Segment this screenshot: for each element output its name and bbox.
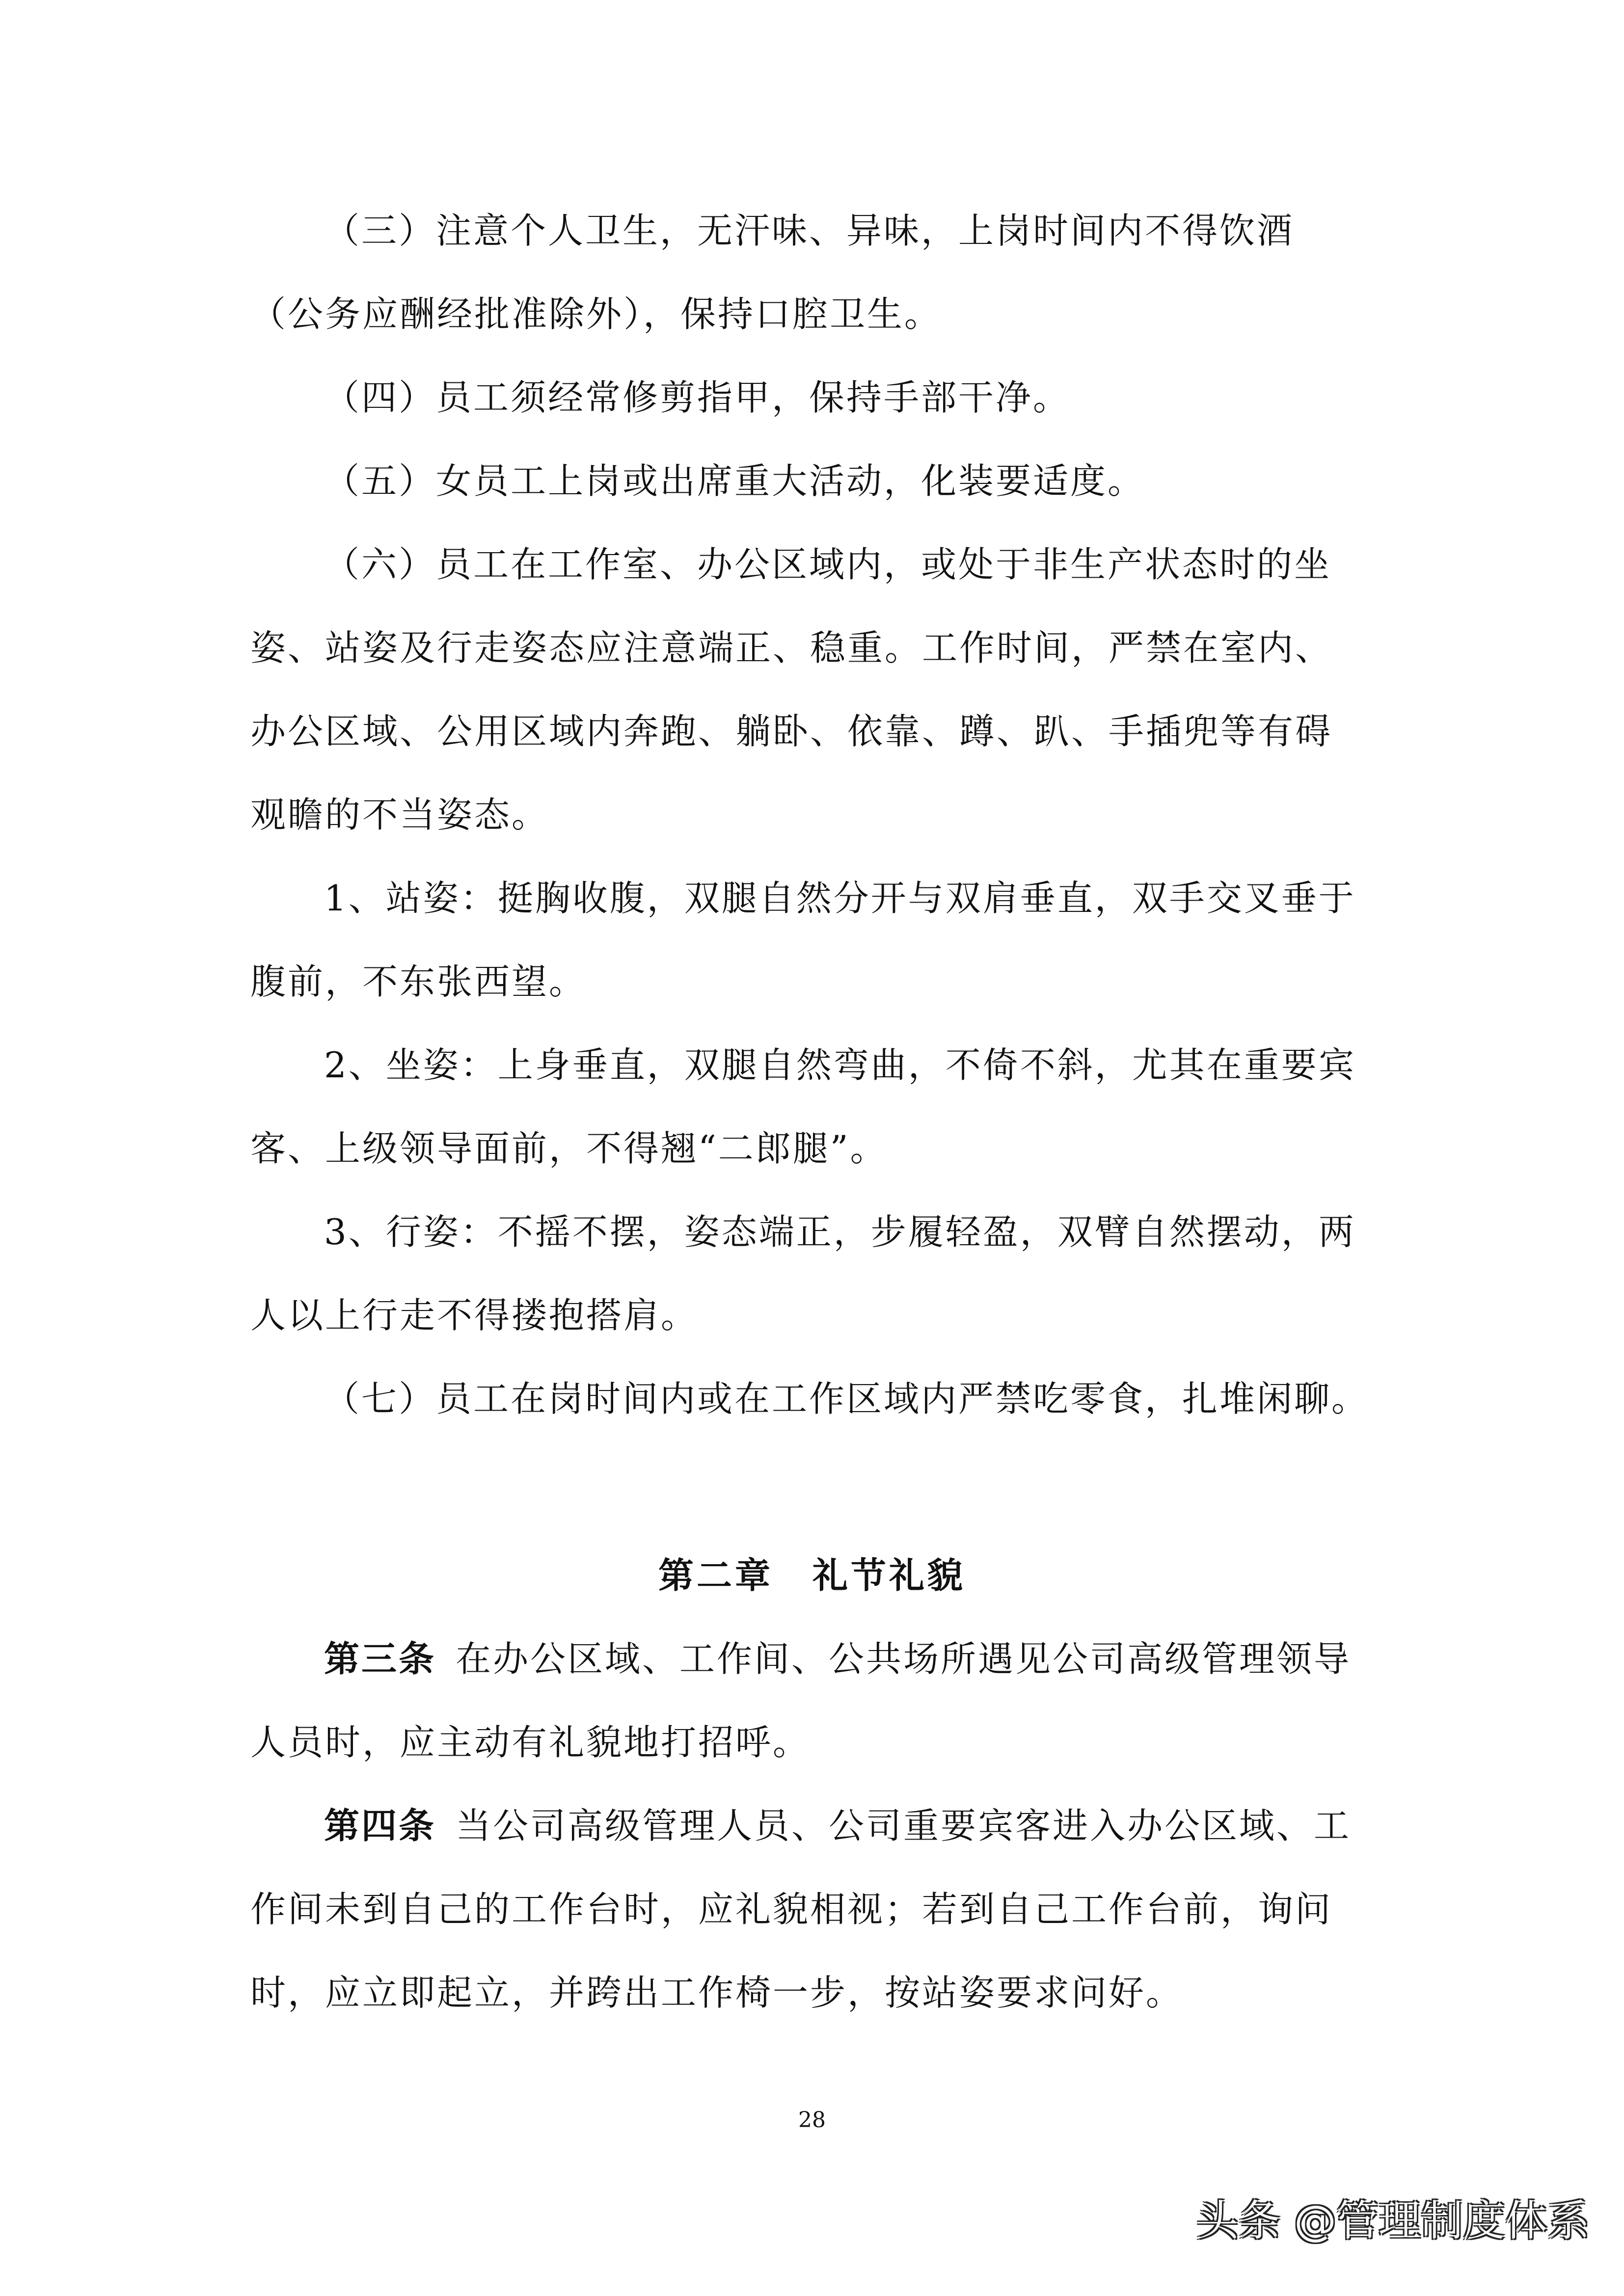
paragraph-3-line-1: （三）注意个人卫生，无汗味、异味，上岗时间内不得饮酒	[324, 210, 1295, 251]
item-1-line-2: 腹前，不东张西望。	[250, 961, 587, 1002]
chapter-title: 礼节礼貌	[812, 1555, 966, 1596]
article-4-line-2: 作间未到自己的工作台时，应礼貌相视；若到自己工作台前，询问	[250, 1889, 1333, 1930]
paragraph-6-line-1: （六）员工在工作室、办公区域内，或处于非生产状态时的坐	[324, 544, 1332, 585]
chapter-heading	[0, 1551, 1624, 1600]
item-3-line-1: 3、行姿：不摇不摆，姿态端正，步履轻盈，双臂自然摆动，两	[324, 1211, 1356, 1253]
item-3-line-2: 人以上行走不得搂抱搭肩。	[250, 1295, 699, 1336]
watermark: 头条 @管理制度体系	[1196, 2196, 1590, 2245]
paragraph-6-line-4: 观瞻的不当姿态。	[250, 794, 549, 835]
paragraph-5-line-1: （五）女员工上岗或出席重大活动，化装要适度。	[324, 460, 1145, 502]
item-2-line-2: 客、上级领导面前，不得翘“二郎腿”。	[250, 1128, 888, 1169]
item-1-line-1: 1、站姿：挺胸收腹，双腿自然分开与双肩垂直，双手交叉垂于	[324, 878, 1356, 919]
paragraph-6-line-3: 办公区域、公用区域内奔跑、躺卧、依靠、蹲、趴、手插兜等有碍	[250, 711, 1333, 752]
article-3-line-1	[324, 1634, 1351, 1683]
article-4-line-1	[324, 1801, 1351, 1850]
paragraph-6-line-2: 姿、站姿及行走姿态应注意端正、稳重。工作时间，严禁在室内、	[250, 627, 1333, 668]
chapter-number: 第二章	[658, 1555, 773, 1596]
page-number: 28	[798, 2108, 826, 2133]
article-3-label: 第三条	[324, 1638, 436, 1680]
item-2-line-1: 2、坐姿：上身垂直，双腿自然弯曲，不倚不斜，尤其在重要宾	[324, 1044, 1356, 1086]
paragraph-7-line-1: （七）员工在岗时间内或在工作区域内严禁吃零食，扎堆闲聊。	[324, 1378, 1369, 1419]
article-4-text: 当公司高级管理人员、公司重要宾客进入办公区域、工	[456, 1805, 1352, 1846]
article-3-text: 在办公区域、工作间、公共场所遇见公司高级管理领导	[456, 1638, 1352, 1680]
article-3-line-2: 人员时，应主动有礼貌地打招呼。	[250, 1722, 811, 1763]
paragraph-4-line-1: （四）员工须经常修剪指甲，保持手部干净。	[324, 377, 1071, 418]
article-4-line-3: 时，应立即起立，并跨出工作椅一步，按站姿要求问好。	[250, 1972, 1184, 2013]
paragraph-3-line-2: （公务应酬经批准除外），保持口腔卫生。	[250, 294, 942, 335]
article-4-label: 第四条	[324, 1805, 436, 1846]
